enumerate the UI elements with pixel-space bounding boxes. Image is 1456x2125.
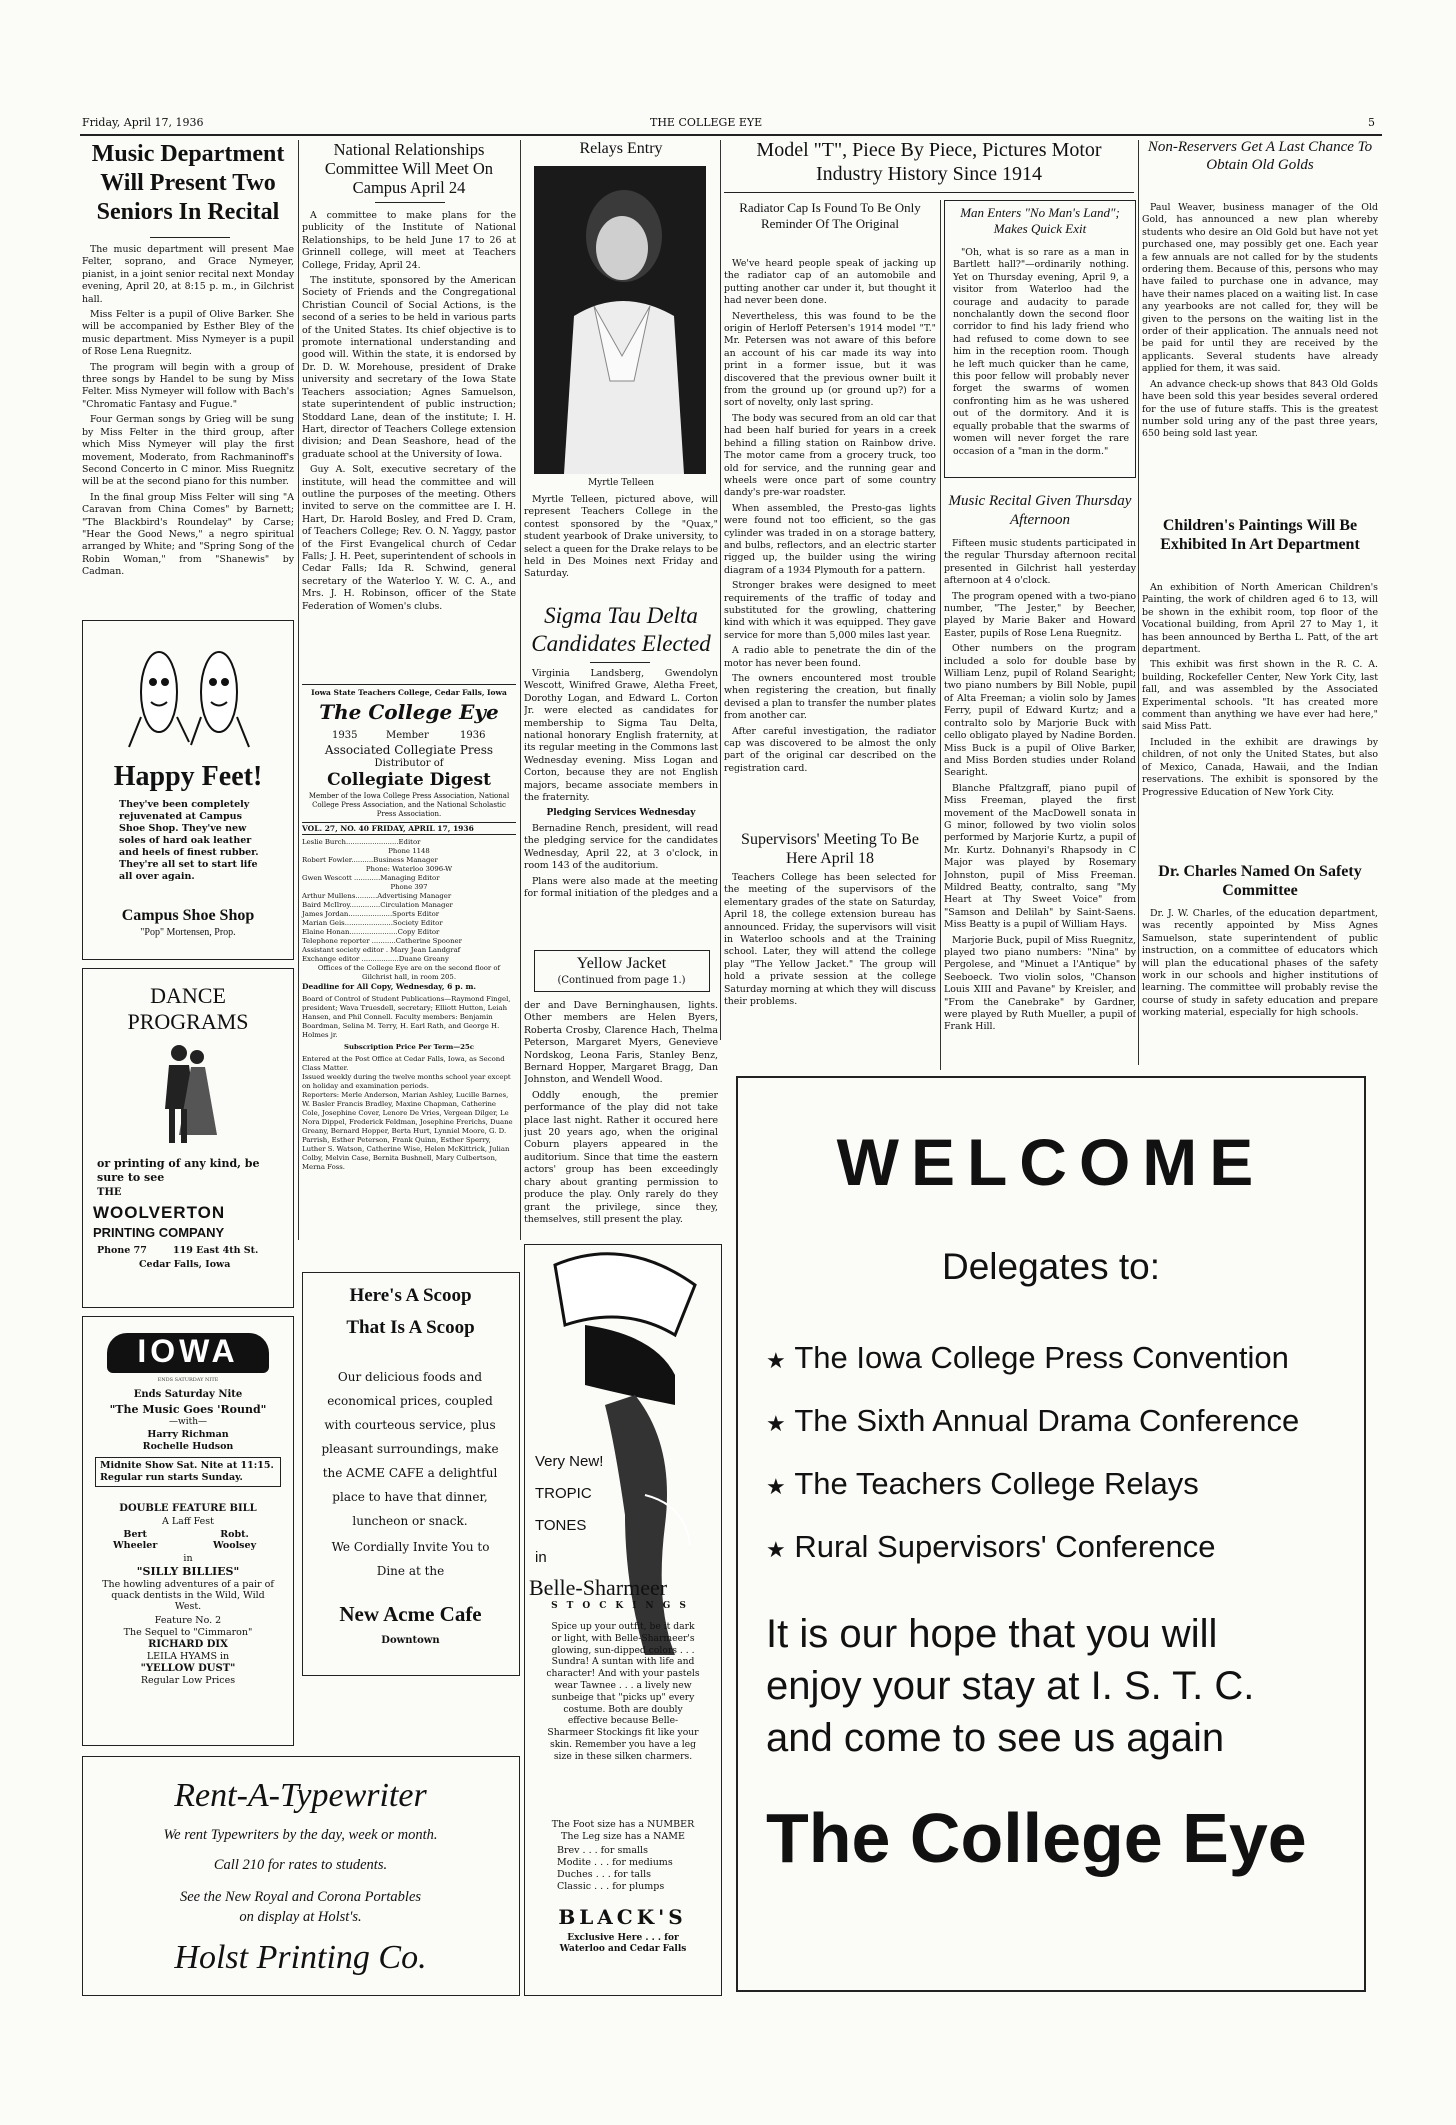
leila-hyams: LEILA HYAMS in: [146, 1651, 230, 1662]
paragraph: Fifteen music students participated in the regular Thursday afternoon recital presented in Gilchrist hall yesterday afternoon at 4 o'clock.: [944, 538, 1136, 587]
paragraph: Miss Felter is a pupil of Olive Barker. She will be accompanied by Esther Bley of the music department. Miss Nymeyer is a pupil of Rose Lena Ruegnitz.: [82, 309, 294, 358]
divider: [150, 237, 230, 238]
shoe-ad-body: They've been completely rejuvenated at Campus Shoe Shop. They've new soles of hard oak leather and heels of finest rubber. They're all set to start life all over again.: [119, 799, 259, 882]
board-of-control: Board of Control of Student Publications—Raymond Fingel, president; Wava Truesdell, secretary; Elliott Hutton, Leiah Hansen, and Phil Connell. Faculty members: Benjamin Boardman, Selina M. Terry, H. Earl Rath, and George H. Holmes jr.: [302, 995, 511, 1039]
charles-headline: Dr. Charles Named On Safety Committee: [1158, 863, 1362, 899]
hope-line: enjoy your stay at I. S. T. C.: [766, 1664, 1255, 1708]
paragraph: This exhibit was first shown in the R. C. A. building, Rockefeller Center, New York City, last fall, and was assembled by the Associated Experimental schools. "It has created more comment than anything we have ever had here," said Miss Patt.: [1142, 659, 1378, 733]
regular-prices: Regular Low Prices: [140, 1675, 236, 1686]
acme-cafe-ad: [302, 1272, 520, 1676]
paragraph: Virginia Landsberg, Gwendolyn Wescott, Winifred Grawe, Aletha Freet, Dorothy Logan, and Edward L. Corton Jr. were elected as candidates for membership to Sigma Tau Delta, national honorary English fraternity, at its regular meeting in the Commons last Wednesday evening. Miss Logan and Corton, because they are not English majors, became associate members in the fraternity.: [524, 668, 718, 804]
tones-tag: TONES: [535, 1517, 587, 1534]
model-t-headline: Model "T", Piece By Piece, Pictures Motor Industry History Since 1914: [756, 139, 1102, 185]
delegate-list: [766, 1328, 1356, 1580]
sigma-headline: Sigma Tau Delta Candidates Elected: [531, 603, 711, 656]
campus-shoe-ad: [82, 620, 294, 960]
mans-land-headline: Man Enters "No Man's Land"; Makes Quick Exit: [960, 205, 1120, 236]
delegate-item-text: Rural Supervisors' Conference: [794, 1529, 1216, 1564]
paragraph: Teachers College has been selected for the meeting of the supervisors of the elementary grades of the state on Saturday, April 18, the college extension bureau has announced. Friday, the supervisors will visit in Waterloo schools and at the Training school. Later, they will attend the college play "The Yellow Jacket." The group will hold a private session at the college Saturday morning at which they will discuss their problems.: [724, 872, 936, 1008]
star-icon: ★: [766, 1411, 786, 1436]
paragraph: The program will begin with a group of three songs by Handel to be sung by Miss Felter. Miss Nymeyer will follow with Bach's "Chromatic Fantasy and Fugue.": [82, 361, 294, 410]
paragraph: Blanche Pfaltzgraff, piano pupil of Miss Freeman, played the first movement of the MacDowell sonata in G minor, followed by two violin solos performed by Marjorie Kurtz, a pupil of Mr. Kurtz. Dohnanyi's Rhapsody in C Major was played by Rosemary Johnston, pupil of Miss Freeman. Mildred Beatty, contralto, sang "My Heart at Thy Sweet Voice" from "Samson and Delilah" by Saint-Saens. Miss Beatty is a pupil of William Hays.: [944, 782, 1136, 931]
mans-land-box: [944, 200, 1136, 478]
yellow-jacket-box: [534, 950, 710, 992]
staff-line: Baird McIlroy..............Circulation Manager: [302, 901, 453, 909]
delegate-item-text: The Teachers College Relays: [794, 1466, 1199, 1501]
paragraph: Dr. J. W. Charles, of the education department, was recently appointed by Miss Agnes Samuelson, state superintendent of public instruction, on a committee of educators which will plan the educational phases of the safety work in our schools and higher institutions of learning. The committee will probably revise the course of study in safety education and prepare working material, especially for high schools.: [1142, 908, 1378, 1019]
laff-fest: A Laff Fest: [161, 1516, 214, 1527]
shoe-shop-name: Campus Shoe Shop: [121, 907, 255, 924]
issued: Issued weekly during the twelve months school year except on holiday and examination periods.: [302, 1073, 511, 1090]
yellow-jacket-cont: (Continued from page 1.): [557, 975, 686, 986]
very-new-tag: Very New!: [535, 1453, 604, 1470]
welcome-ad: [736, 1076, 1366, 1992]
column-rule: [940, 200, 941, 1070]
paragraph: A radio able to penetrate the din of the motor has never been found.: [724, 645, 936, 669]
midnite-show-box: Midnite Show Sat. Nite at 11:15. Regular run starts Sunday.: [95, 1457, 281, 1487]
richard-dix: RICHARD DIX: [148, 1639, 228, 1650]
masthead-rule: [302, 684, 516, 685]
feature-2: Feature No. 2: [154, 1615, 222, 1626]
film-yellow-dust: "YELLOW DUST": [140, 1663, 236, 1674]
paragraph: Myrtle Telleen, pictured above, will represent Teachers College in the contest sponsored by the "Quax," student yearbook of Drake university, to select a queen for the Drake relays to be held in Des Moines next Friday and Saturday.: [524, 494, 718, 580]
photo-caption: Myrtle Telleen: [587, 478, 655, 488]
paintings-body: [1142, 582, 1378, 864]
column-rule: [298, 140, 299, 1240]
staff-phone: Phone: Waterloo 3096-W: [365, 865, 453, 873]
typewriter-line-3: See the New Royal and Corona Portables: [179, 1889, 422, 1905]
paragraph: We've heard people speak of jacking up the radiator cap of an automobile and putting another car under it, but thought it had never been done.: [724, 258, 936, 307]
iowa-theatre-ad: [82, 1316, 294, 1746]
staff-line: Assistant society editor . Mary Jean Landgraf: [302, 946, 461, 954]
staff-line: Telephone reporter ...........Catherine Spooner: [302, 937, 462, 945]
delegate-item-text: The Iowa College Press Convention: [794, 1340, 1289, 1375]
with-line: —with—: [169, 1417, 207, 1427]
staff-line: Marian Geis......................Society Editor: [302, 919, 443, 927]
supervisors-headline: Supervisors' Meeting To Be Here April 18: [741, 831, 919, 867]
paragraph: der and Dave Berninghausen, lights. Other members are Helen Byers, Roberta Crosby, Clarence Hach, Thelma Peterson, Margaret Myers, Genevieve Nordskog, Leona Faris, Stanley Benz, Bernard Hopper, Margaret Bragg, Dan Johnston, and Wendell Wood.: [524, 1000, 718, 1086]
ends-saturday: Ends Saturday Nite: [133, 1389, 243, 1400]
printing-company: PRINTING COMPANY: [93, 1225, 225, 1240]
hope-line: and come to see us again: [766, 1716, 1225, 1760]
relationships-body: [302, 210, 516, 678]
relationships-article: [302, 140, 516, 197]
paragraph: The program opened with a two-piano number, "The Jester," by Beecher, played by Marie Baker and Howard Easter, pupils of Rose Lena Ruegnitz.: [944, 590, 1136, 639]
star-icon: ★: [766, 1537, 786, 1562]
paintings-headline: Children's Paintings Will Be Exhibited In Art Department: [1160, 517, 1360, 553]
paragraph: Stronger brakes were designed to meet requirements of the traffic of today and substituted for the growling, chattering kind with which it was equipped. They gave service for more than 5,000 miles last year.: [724, 580, 936, 641]
delegate-item-text: The Sixth Annual Drama Conference: [794, 1403, 1300, 1438]
paragraph: In the final group Miss Felter will sing "A Caravan from China Comes" by Barnett; "The Blackbird's Roundelay" by Carse; "Hear the Good News," a negro spiritual arranged by White; and "Spring Song of the Robin Woman," from "Shanewis" by Cadman.: [82, 491, 294, 578]
staff-line: Gwen Wescott ............Managing Editor: [302, 874, 440, 882]
recital-headline: Music Recital Given Thursday Afternoon: [948, 493, 1132, 528]
typewriter-line-4: on display at Holst's.: [239, 1909, 362, 1925]
music-dept-headline: Music Department Will Present Two Seniors In Recital: [91, 141, 285, 225]
film-stars: Harry Richman Rochelle Hudson: [142, 1429, 234, 1452]
iowa-logo: IOWA: [137, 1333, 239, 1369]
size-line: Duches . . . for talls: [557, 1869, 652, 1880]
blacks-stockings-ad: [524, 1244, 722, 1996]
column-rule: [720, 140, 721, 1040]
paragraph: An exhibition of North American Children's Painting, the work of children aged 6 to 13, will be shown in the exhibit room, top floor of the Vocational building, from April 27 to May 1, it has been announced by Bertha L. Patt, of the art department.: [1142, 582, 1378, 656]
music-dept-body: [82, 244, 294, 614]
dance-the: THE: [97, 1187, 122, 1198]
non-reservers-body: [1142, 202, 1378, 492]
paragraph: A committee to make plans for the publicity of the Institute of National Relationships, to be held June 17 to 26 at Grinnell college, will meet at Teachers College, Friday, April 24.: [302, 210, 516, 271]
acme-name: New Acme Cafe: [339, 1602, 482, 1626]
divider: [724, 192, 1134, 193]
paragraph: Plans were also made at the meeting for formal initiation of the pledges and a: [524, 875, 718, 898]
staff-line: Robert Fowler..........Business Manager: [302, 856, 438, 864]
bert-wheeler: Bert Wheeler: [113, 1529, 158, 1551]
acme-body: Our delicious foods and economical prices, coupled with courteous service, plus pleasant surroundings, make the ACME CAFE a delightful place to have that dinner, luncheon or snack.: [321, 1370, 499, 1528]
paragraph: Nevertheless, this was found to be the origin of Herloff Petersen's 1914 model "T." Mr. Petersen was not aware of this before an account of his car made its way into print in a former issue, but it was discovered that the previous owner built it from the ground up (or ground up?) for a sort of novelty, only last spring.: [724, 310, 936, 409]
column-rule: [1138, 140, 1139, 1065]
masthead-title: The College Eye: [319, 700, 499, 724]
delegate-item: [766, 1454, 1356, 1517]
distributor: Distributor of: [374, 758, 444, 769]
staff-phone: Phone 1148: [388, 847, 430, 855]
delegate-item: [766, 1328, 1356, 1391]
blacks-body: Spice up your outfit, be it dark or light, with Belle-Sharmeer's glowing, sun-dipped colors . . . Sundra! A suntan with life and character! And with your pastels wear Tawnee . . . a lively new sunbeige that "picks up" every costume. Both are doubly effective because Belle-Sharmeer Stockings fit like your skin. Remember you have a leg size in these silken charmers.: [546, 1621, 700, 1762]
header-page-number: 5: [1368, 116, 1375, 129]
mans-land-body: "Oh, what is so rare as a man in Bartlett hall?"—ordinarily nothing. Yet on Thursday evening, April 9, a visitor from Waterloo had the courage and audacity to parade nonchalantly down the second floor corridor to find his lady friend who had refused to come down to see him in the reception room. Though he left much quicker than he came, this poor fellow will probably never forget the swarms of women confronting him as he was ushered out of the dormitory. And it is equally probable that the swarms of women will never forget the rare occasion of a "man in the dorm.": [953, 247, 1129, 457]
volume-line: VOL. 27, NO. 40 FRIDAY, APRIL 17, 1936: [302, 822, 516, 835]
welcome-title: WELCOME: [836, 1125, 1266, 1199]
relays-body: [524, 494, 718, 594]
collegiate-digest: Collegiate Digest: [327, 770, 491, 790]
dance-programs-ad: [82, 968, 294, 1308]
reporters: Reporters: Merle Anderson, Marian Ashley, Lucille Barnes, W. Basler Francis Bradley, Maxine Chapman, Catherine Cole, Josephine Cover, Lenore De Vries, Vergean Dilger, Le Nora Dippel, Frederick Feldman, Josephine Frerichs, Duane Greany, Bernard Hopper, Berta Hurt, Lynniel Moore, G. D. Parrish, Esther Peterson, Frank Quinn, Esther Sperry, Luther S. Watson, Catherine Wise, Helen McKittrick, Julian Colby, Melvin Case, Bernita Bushnell, Mary Culbertson, Merna Foss.: [302, 1091, 513, 1171]
deadline: Deadline for All Copy, Wednesday, 6 p. m.: [302, 982, 476, 991]
masthead-year-2: 1936: [460, 730, 486, 741]
myrtle-telleen-photo: [534, 166, 706, 474]
acme-invite: We Cordially Invite You to Dine at the: [331, 1540, 490, 1578]
paragraph: Marjorie Buck, pupil of Miss Ruegnitz, played two piano numbers: "Nina" by Pergolese, and "Minuet a l'Antique" by Seeboeck. Two violin solos, "Chanson Louis XIII and Pavane" by Kreisler, and "From the Canebrake" by Gardner, were played by Ruth Mueller, a pupil of Frank Hill.: [944, 934, 1136, 1033]
size-line: Modite . . . for mediums: [557, 1857, 673, 1868]
stockings-word: STOCKINGS: [551, 1601, 695, 1611]
film-silly-billies: "SILLY BILLIES": [136, 1565, 240, 1578]
paragraph: The institute, sponsored by the American Society of Friends and the Congregational Christian Council of Social Actions, is the second of a series to be held in various parts of the United States. Its chief objective is to promote international understanding and good will. Within the state, it is endorsed by Dr. D. W. Morehouse, president of Drake university and secretary of the Iowa State Teachers association; Agnes Samuelson, state superintendent of public instruction; Stoddard Lane, dean of the institute; I. H. Hart, director of Teachers College extension division; and Dean Seashore, head of the graduate school at the University of Iowa.: [302, 275, 516, 460]
star-icon: ★: [766, 1474, 786, 1499]
paragraph: Guy A. Solt, executive secretary of the institute, will head the committee and will outline the purposes of the meeting. Others invited to serve on the committee are I. H. Hart, Dr. Harold Bosley, and Fred D. Cram, of Teachers College; Rev. O. N. Yaggy, pastor of the First Evangelical church of Cedar Falls; J. H. Peet, superintendent of schools in Cedar Falls; Ida R. Schwind, general secretary of the Waterloo Y. W. C. A., and Mrs. J. H. Robinson, officer of the State Federation of Women's clubs.: [302, 464, 516, 612]
staff-line: Arthur Mullens..........Advertising Manager: [302, 892, 452, 900]
header-paper: THE COLLEGE EYE: [650, 116, 763, 129]
paragraph: An advance check-up shows that 843 Old Golds have been sold this year besides several ordered for the use of future staffs. This is the greatest number sold uring any of the past three years, 650 being sold last year.: [1142, 378, 1378, 440]
staff-phone: Phone 397: [390, 883, 428, 891]
in-tag: in: [535, 1549, 547, 1566]
sigma-body: [524, 668, 718, 898]
header-date: Friday, April 17, 1936: [82, 116, 204, 129]
masthead-staff: [302, 838, 516, 1172]
sequel-line: The Sequel to "Cimmaron": [123, 1627, 253, 1638]
shoes-illustration: [99, 637, 279, 757]
holst-printing: Holst Printing Co.: [174, 1939, 427, 1976]
paragraph: After careful investigation, the radiator cap was discovered to be almost the only part of the original car described on the registration card.: [724, 725, 936, 774]
typewriter-ad: [82, 1756, 520, 1996]
recital-body: [944, 538, 1136, 1054]
hope-message: [766, 1608, 1356, 1764]
paragraph: The body was secured from an old car that had been half buried for years in a creek behind a filling station on Rainbow drive. The motor came from a grocery truck, too old for service, and the running gear and wheels were once part of some country dandy's pre-war roadster.: [724, 412, 936, 499]
yellow-jacket-body: [524, 1000, 718, 1232]
paragraph: The music department will present Mae Felter, soprano, and Grace Nymeyer, pianist, in a joint senior recital next Monday evening, April 20, at 8:15 p. m., in Gilchrist hall.: [82, 244, 294, 305]
typewriter-line-2: Call 210 for rates to students.: [213, 1857, 388, 1873]
paragraph: Included in the exhibit are drawings by children, of not only the United States, but also of Mexico, Canada, Hawaii, and the Indian reservations. The exhibit is sponsored by the Progressive Education of New York City.: [1142, 736, 1378, 798]
hope-line: It is our hope that you will: [766, 1612, 1218, 1656]
delegate-item: [766, 1517, 1356, 1580]
dance-line: or printing of any kind, be sure to see: [97, 1157, 260, 1184]
non-reservers-headline: Non-Reservers Get A Last Chance To Obtain Old Golds: [1147, 139, 1373, 173]
scoop-title-1: Here's A Scoop: [349, 1285, 472, 1306]
masthead-line: Iowa State Teachers College, Cedar Falls, Iowa: [311, 688, 507, 697]
paragraph: Paul Weaver, business manager of the Old Gold, has announced a new plan whereby students who desire an Old Gold but have not yet purchased one, may possibly get one. Each year a few annuals are not called for by the students ordering them. Because of this, persons who may have failed to purchase one in advance, may have their names placed on a waiting list. In case any yearbooks are not called for, they will be given to the persons on the waiting list in the order of their application. The annuals need not be paid for until they are received by the applicants. Several students have already applied for them, it was said.: [1142, 202, 1378, 375]
subscription: Subscription Price Per Term—25c: [344, 1043, 474, 1051]
happy-feet-title: Happy Feet!: [113, 761, 263, 792]
paragraph: Four German songs by Grieg will be sung by Miss Felter in the third group, after which Miss Nymeyer will play the first movement, Moderato, from Rachmaninoff's Second Concerto in C minor. Miss Ruegnitz will be at the second piano for this number.: [82, 414, 294, 488]
college-eye-signature: The College Eye: [766, 1799, 1307, 1877]
masthead-member: Member: [386, 730, 429, 741]
paragraph: Oddly enough, the premier performance of the play did not take place last night. Rather it occured here just 20 years ago, when the original Coburn players appeared in the auditorium. Since that time the eastern actors' group has been exceedingly chary about granting permission to produce the play. Only rarely do they grant the privilege, since they, themselves, still present the play.: [524, 1089, 718, 1225]
staff-offices: Offices of the College Eye are on the second floor of Gilchrist hall, in room 205.: [317, 964, 501, 981]
shoe-shop-prop: "Pop" Mortensen, Prop.: [140, 927, 236, 938]
blacks-store-name: BLACK'S: [558, 1905, 687, 1929]
staff-line: James Jordan....................Sports Editor: [302, 910, 440, 918]
blacks-exclusive: Exclusive Here . . . for Waterloo and Cedar Falls: [559, 1933, 687, 1954]
dance-address: 119 East 4th St.: [173, 1245, 259, 1256]
staff-line: Exchange editor .................Duane Greany: [302, 955, 449, 963]
model-t-body: [724, 258, 936, 808]
divider: [590, 662, 650, 663]
portrait-figure: [534, 166, 706, 474]
relays-headline: Relays Entry: [579, 140, 663, 157]
dancers-illustration: [139, 1039, 239, 1149]
size-line: Brev . . . for smalls: [557, 1845, 648, 1856]
paragraph: Other numbers on the program included a solo for double base by William Lenz, pupil of Roland Searight; two piano numbers by Bill Noble, pupil of Alta Freeman; a violin solo by James Ferry, pupil of Edward Kurtz; and a contralto solo by Marjorie Buck with cello obligato played by Nadine Borden. Miss Buck is a pupil of Olive Barker, and Miss Borden studies under Roland Searight.: [944, 643, 1136, 779]
column-rule: [520, 140, 521, 1240]
woolverton-name: WOOLVERTON: [93, 1203, 226, 1222]
belle-sharmeer-brand: Belle-Sharmeer: [529, 1575, 668, 1600]
iowa-logo-sub: ENDS SATURDAY NITE: [157, 1377, 219, 1383]
member-of: Member of the Iowa College Press Association, National College Press Association, and the National Scholastic Press Association.: [308, 792, 510, 818]
dance-city: Cedar Falls, Iowa: [139, 1259, 231, 1270]
staff-line: Elaine Honan......................Copy Editor: [302, 928, 440, 936]
paragraph: Bernadine Rench, president, will read the pledging service for the candidates Wednesday, April 22, at 3 o'clock, in room 143 of the auditorium.: [524, 822, 718, 872]
paragraph: When assembled, the Presto-gas lights were found not too efficient, so the gas cylinder was traded in on a storage battery, and bulbs, reflectors, and an electric starter rigged up, the builder using the wiring diagram of a 1934 Plymouth for a pattern.: [724, 502, 936, 576]
associated-press: Associated Collegiate Press: [324, 743, 494, 757]
acme-location: Downtown: [381, 1635, 440, 1646]
delegates-to: Delegates to:: [941, 1246, 1161, 1287]
double-feature: DOUBLE FEATURE BILL: [119, 1503, 257, 1514]
star-icon: ★: [766, 1348, 786, 1373]
masthead-year-1: 1935: [332, 730, 358, 741]
paragraph: The owners encountered most trouble when registering the creation, but finally devised a plan to transfer the number plates from another car.: [724, 673, 936, 722]
staff-line: Leslie Burch........................Editor: [302, 838, 421, 846]
header-rule: [80, 134, 1382, 136]
robt-woolsey: Robt. Woolsey: [213, 1529, 257, 1551]
sizes-intro: The Foot size has a NUMBER The Leg size has a NAME: [551, 1819, 695, 1842]
relationships-headline: National Relationships Committee Will Meet On Campus April 24: [324, 140, 494, 197]
size-line: Classic . . . for plumps: [557, 1881, 665, 1892]
music-dept-article: [82, 140, 294, 227]
delegate-item: [766, 1391, 1356, 1454]
scoop-title-2: That Is A Scoop: [346, 1317, 475, 1338]
dance-phone: Phone 77: [97, 1245, 147, 1256]
supervisors-body: [724, 872, 936, 1052]
charles-body: [1142, 908, 1378, 1062]
post-office: Entered at the Post Office at Cedar Falls, Iowa, as Second Class Matter.: [302, 1055, 505, 1072]
rent-a-typewriter-title: Rent-A-Typewriter: [174, 1777, 427, 1814]
model-t-subhead: Radiator Cap Is Found To Be Only Reminder Of The Original: [739, 200, 921, 231]
subhead: Pledging Services Wednesday: [546, 808, 696, 819]
film-music-goes: "The Music Goes 'Round": [109, 1403, 267, 1416]
divider: [375, 202, 445, 203]
yellow-jacket-title: Yellow Jacket: [576, 955, 667, 972]
tropic-tag: TROPIC: [535, 1485, 592, 1502]
typewriter-line-1: We rent Typewriters by the day, week or month.: [163, 1827, 438, 1843]
in-line: in: [183, 1553, 193, 1564]
silly-billies-desc: The howling adventures of a pair of quack dentists in the Wild, Wild West.: [102, 1579, 274, 1612]
dance-title: DANCE PROGRAMS: [127, 983, 249, 1034]
